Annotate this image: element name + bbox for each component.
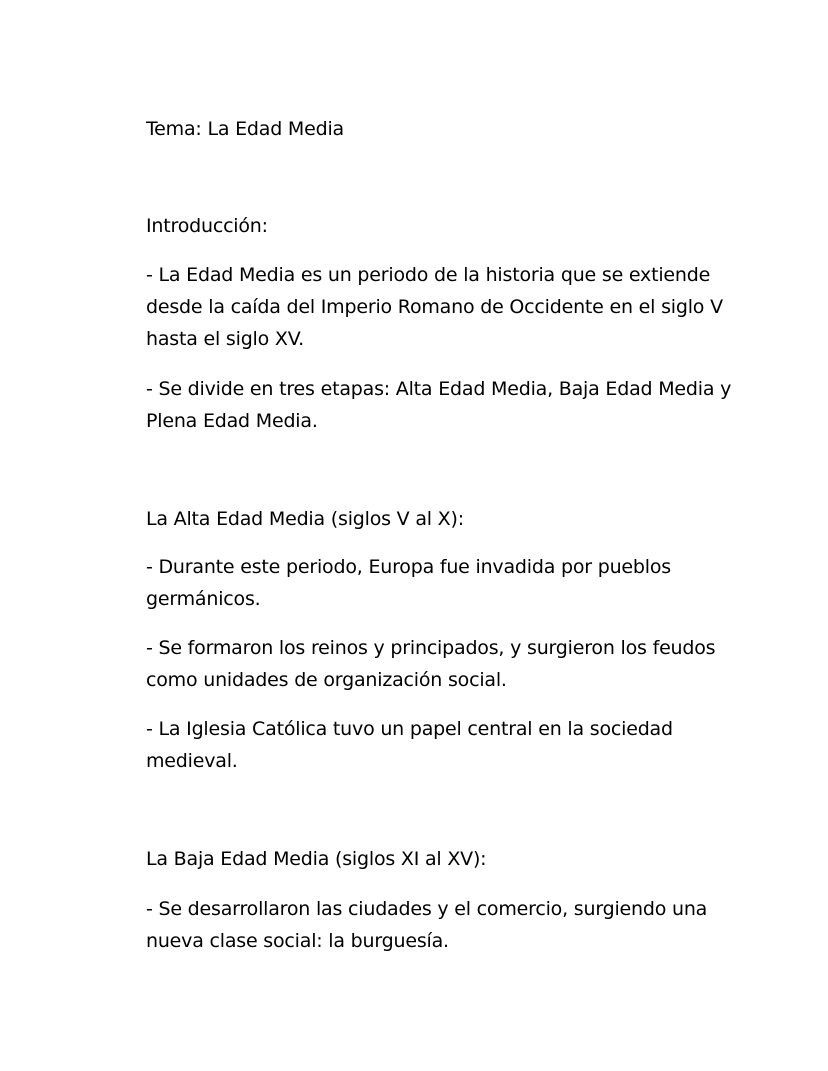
paragraph-baja-1: - Se desarrollaron las ciudades y el comercio, surgiendo una nueva clase social: la burguesía.: [146, 898, 708, 952]
paragraph-alta-2: - Se formaron los reinos y principados, y surgieron los feudos como unidades de organización social.: [146, 637, 716, 691]
paragraph-intro-1: - La Edad Media es un periodo de la historia que se extiende desde la caída del Imperio Romano de Occidente en el siglo V hasta el siglo XV.: [146, 264, 723, 350]
section-heading-intro: Introducción:: [146, 215, 268, 237]
section-heading-baja: La Baja Edad Media (siglos XI al XV):: [146, 848, 487, 870]
paragraph-alta-1: - Durante este periodo, Europa fue invadida por pueblos germánicos.: [146, 556, 671, 610]
document-title: Tema: La Edad Media: [146, 118, 345, 140]
paragraph-intro-2: - Se divide en tres etapas: Alta Edad Media, Baja Edad Media y Plena Edad Media.: [146, 378, 732, 432]
section-heading-alta: La Alta Edad Media (siglos V al X):: [146, 508, 464, 530]
paragraph-alta-3: - La Iglesia Católica tuvo un papel central en la sociedad medieval.: [146, 718, 673, 772]
